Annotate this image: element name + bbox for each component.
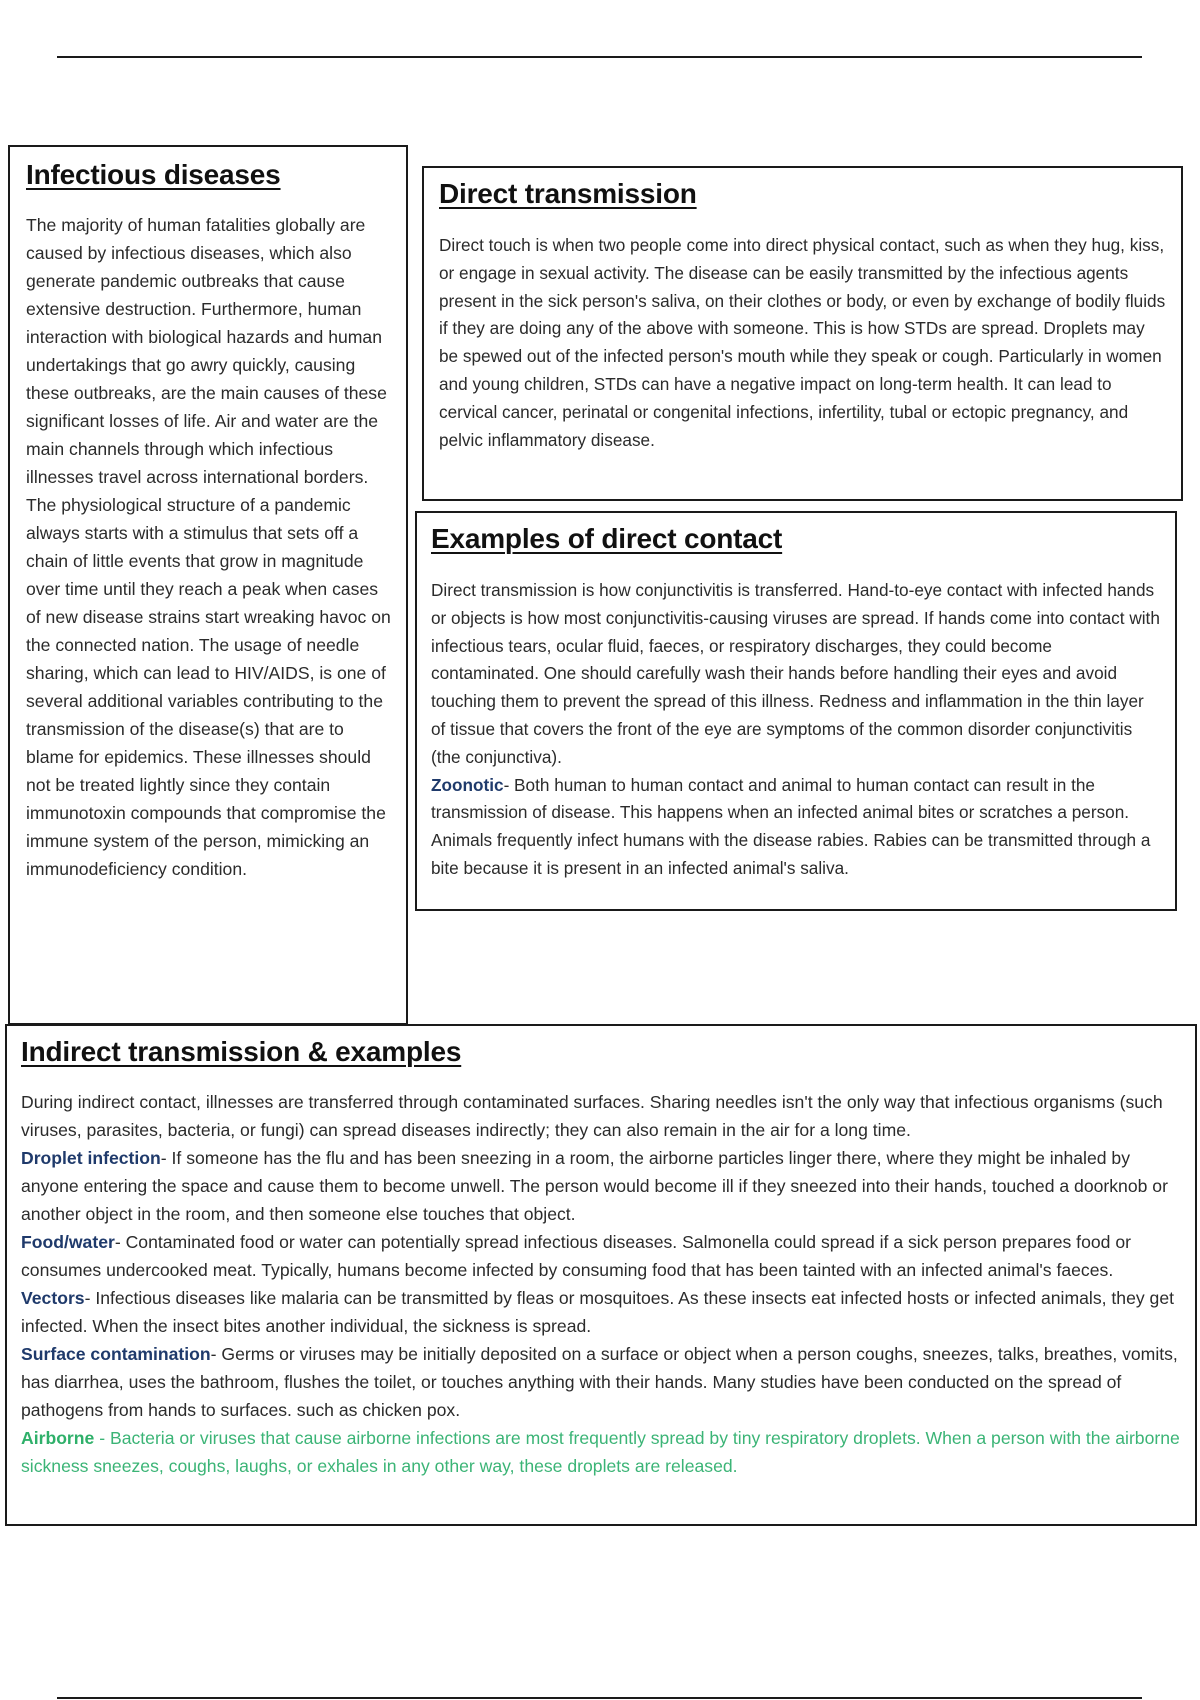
droplet-infection-term: Droplet infection <box>21 1148 161 1168</box>
indirect-transmission-box <box>5 1024 1197 1526</box>
conjunctivitis-paragraph: Direct transmission is how conjunctivitis is transferred. Hand-to-eye contact with infected hands or objects is how most conjunctivitis-causing viruses are spread. If hands come into contact with infectious tears, ocular fluid, faeces, or respiratory discharges, they could become contaminated. One should carefully wash their hands before handling their eyes and avoid touching them to prevent the spread of this illness. Redness and inflammation in the thin layer of tissue that covers the front of the eye are symptoms of the common disorder conjunctivitis (the conjunctiva). <box>431 580 1160 767</box>
indirect-transmission-body <box>21 1088 1181 1480</box>
direct-contact-examples-body <box>431 577 1161 883</box>
surface-contamination-text: - Germs or viruses may be initially deposited on a surface or object when a person coughs, sneezes, talks, breathes, vomits, has diarrhea, uses the bathroom, flushes the toilet, or touches anything with their hands. Many studies have been conducted on the spread of pathogens from hands to surfaces. such as chicken pox. <box>21 1344 1178 1420</box>
infectious-diseases-box <box>8 145 408 1025</box>
indirect-transmission-heading: Indirect transmission & examples <box>21 1036 462 1067</box>
food-water-text: - Contaminated food or water can potentially spread infectious diseases. Salmonella could spread if a sick person prepares food or consumes undercooked meat. Typically, humans become infected by consuming food that has been tainted with an infected animal's faeces. <box>21 1232 1131 1280</box>
indirect-intro: During indirect contact, illnesses are transferred through contaminated surfaces. Sharing needles isn't the only way that infectious organisms (such viruses, parasites, bacteria, or fungi) can spread diseases indirectly; they can also remain in the air for a long time. <box>21 1092 1163 1140</box>
bottom-divider-line <box>57 1697 1142 1699</box>
zoonotic-paragraph <box>431 772 1161 883</box>
direct-contact-examples-box <box>415 511 1177 911</box>
example-airborne <box>21 1424 1181 1480</box>
food-water-term: Food/water <box>21 1232 115 1252</box>
zoonotic-term: Zoonotic <box>431 774 504 795</box>
surface-contamination-term: Surface contamination <box>21 1344 211 1364</box>
infectious-diseases-body: The majority of human fatalities globally are caused by infectious diseases, which also generate pandemic outbreaks that cause extensive destruction. Furthermore, human interaction with biological hazards and human undertakings that go awry quickly, causing these outbreaks, are the main causes of these significant losses of life. Air and water are the main channels through which infectious illnesses travel across international borders. The physiological structure of a pandemic always starts with a stimulus that sets off a chain of little events that grow in magnitude over time until they reach a peak when cases of new disease strains start wreaking havoc on the connected nation. The usage of needle sharing, which can lead to HIV/AIDS, is one of several additional variables contributing to the transmission of the disease(s) that are to blame for epidemics. These illnesses should not be treated lightly since they contain immunotoxin compounds that compromise the immune system of the person, mimicking an immunodeficiency condition. <box>26 215 391 879</box>
airborne-term: Airborne <box>21 1428 95 1448</box>
direct-contact-examples-heading: Examples of direct contact <box>431 523 783 554</box>
direct-transmission-heading: Direct transmission <box>439 178 697 209</box>
example-vectors <box>21 1284 1181 1340</box>
droplet-infection-text: - If someone has the flu and has been sneezing in a room, the airborne particles linger there, where they might be inhaled by anyone entering the space and cause them to become unwell. The person would become ill if they sneezed into their hands, touched a doorknob or another object in the room, and then someone else touches that object. <box>21 1148 1168 1224</box>
direct-transmission-box <box>422 166 1183 501</box>
vectors-text: - Infectious diseases like malaria can be transmitted by fleas or mosquitoes. As these insects eat infected hosts or infected animals, they get infected. When the insect bites another individual, the sickness is spread. <box>21 1288 1174 1336</box>
example-surface-contamination <box>21 1340 1181 1424</box>
vectors-term: Vectors <box>21 1288 85 1308</box>
example-food-water <box>21 1228 1181 1284</box>
airborne-text: - Bacteria or viruses that cause airborne infections are most frequently spread by tiny respiratory droplets. When a person with the airborne sickness sneezes, coughs, laughs, or exhales in any other way, these droplets are released. <box>21 1428 1180 1476</box>
zoonotic-text: - Both human to human contact and animal to human contact can result in the transmission of disease. This happens when an infected animal bites or scratches a person. Animals frequently infect humans with the disease rabies. Rabies can be transmitted through a bite because it is present in an infected animal's saliva. <box>431 774 1151 878</box>
top-divider-line <box>57 56 1142 58</box>
example-droplet-infection <box>21 1144 1181 1228</box>
direct-transmission-body: Direct touch is when two people come into direct physical contact, such as when they hug, kiss, or engage in sexual activity. The disease can be easily transmitted by the infectious agents present in the sick person's saliva, on their clothes or body, or even by exchange of bodily fluids if they are doing any of the above with someone. This is how STDs are spread. Droplets may be spewed out of the infected person's mouth while they speak or cough. Particularly in women and young children, STDs can have a negative impact on long-term health. It can lead to cervical cancer, perinatal or congenital infections, infertility, tubal or ectopic pregnancy, and pelvic inflammatory disease. <box>439 235 1166 450</box>
infectious-diseases-heading: Infectious diseases <box>26 159 281 190</box>
